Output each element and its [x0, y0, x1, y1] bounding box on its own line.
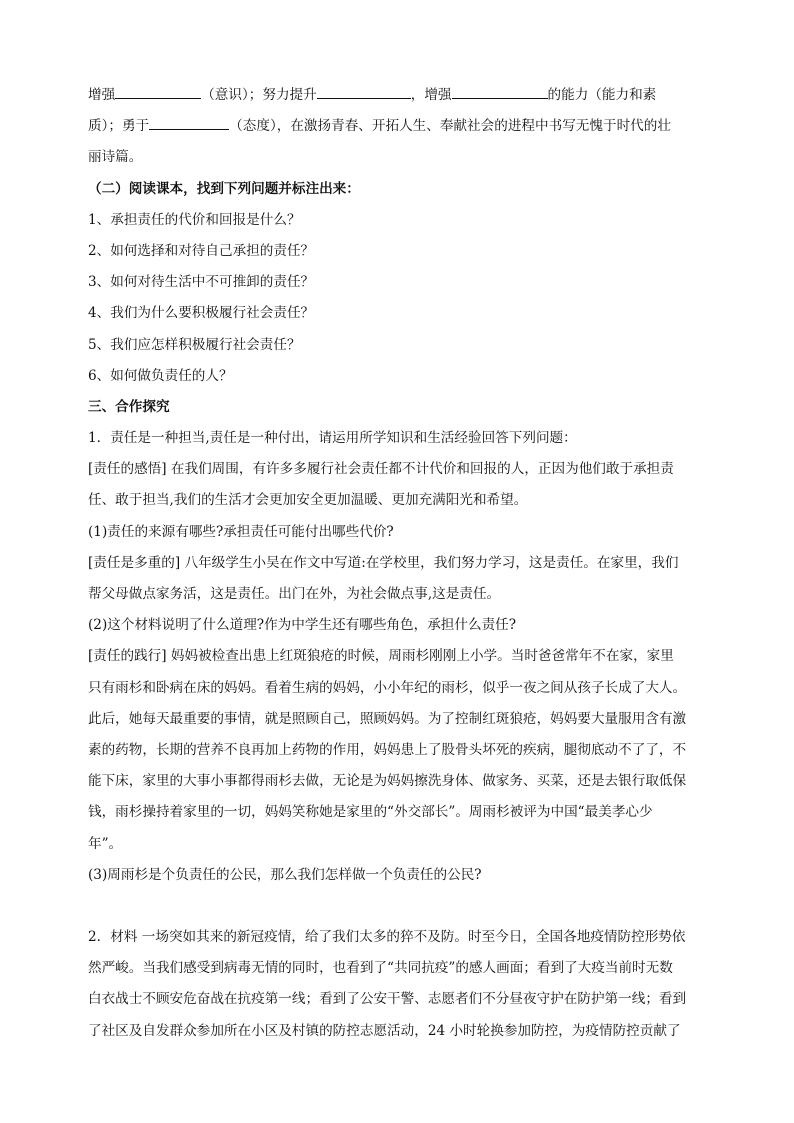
- section-heading-cooperation: 三、合作探究: [88, 398, 170, 415]
- paragraph-line: 只有雨杉和卧病在床的妈妈。看着生病的妈妈，小小年纪的雨杉，似乎一夜之间从孩子长成了大人。: [88, 679, 687, 696]
- paragraph-line: [责任的感悟] 在我们周围，有许多多履行社会责任都不计代价和回报的人，正因为他们敢于承担责: [88, 461, 674, 478]
- intro-line-1: [88, 80, 708, 111]
- question-item: 1、承担责任的代价和回报是什么？: [88, 211, 301, 228]
- section-heading-reading: （二）阅读课本，找到下列问题并标注出来：: [88, 180, 360, 197]
- question-item: 5、我们应怎样积极履行社会责任？: [88, 336, 301, 353]
- document-page: [88, 80, 708, 1047]
- intro-text: （态度），在激扬青春、开拓人生、奉献社会的进程中书写无愧于时代的壮: [229, 118, 671, 135]
- intro-text: 增强: [88, 87, 116, 103]
- intro-text: （意识）；努力提升: [201, 87, 317, 103]
- fill-blank: [149, 114, 229, 130]
- fill-blank: [115, 83, 201, 99]
- paragraph-line: [责任的践行] 妈妈被检查出患上红斑狼疮的时候，周雨杉刚刚上小学。当时爸爸常年不在家，家里: [88, 648, 674, 665]
- paragraph-line: 钱，雨杉操持着家里的一切，妈妈笑称她是家里的“外交部长”。周雨杉被评为中国“最美孝心少: [88, 804, 653, 821]
- paragraph-line: (1)责任的来源有哪些?承担责任可能付出哪些代价?: [88, 523, 394, 540]
- paragraph-line: 此后，她每天最重要的事情，就是照顾自己，照顾妈妈。为了控制红斑狼疮，妈妈要大量服用含有激: [88, 710, 687, 727]
- fill-blank: [452, 83, 548, 99]
- paragraph-line: (3)周雨杉是个负责任的公民，那么我们怎样做一个负责任的公民?: [88, 866, 482, 883]
- paragraph-line: 了社区及自发群众参加所在小区及村镇的防控志愿活动，24 小时轮换参加防控，为疫情防控贡献了: [88, 1022, 681, 1039]
- paragraph-line: (2)这个材料说明了什么道理?作为中学生还有哪些角色，承担什么责任?: [88, 617, 517, 634]
- paragraph-line: 2．材料 一场突如其来的新冠疫情，给了我们太多的猝不及防。时至今日，全国各地疫情防控形势依: [88, 929, 686, 946]
- paragraph-line: 帮父母做点家务活，这是责任。出门在外，为社会做点事,这是责任。: [88, 586, 501, 602]
- paragraph-line: 1．责任是一种担当,责任是一种付出，请运用所学知识和生活经验回答下列问题：: [88, 430, 577, 447]
- paragraph-line: 能下床，家里的大事小事都得雨杉去做，无论是为妈妈擦洗身体、做家务、买菜，还是去银行取低保: [88, 773, 687, 790]
- intro-text: 的能力（能力和素: [547, 87, 657, 103]
- paragraph-line: 然严峻。当我们感受到病毒无情的同时，也看到了“共同抗疫”的感人画面；看到了大疫当前时无数: [88, 960, 673, 977]
- intro-line-2: [88, 111, 708, 142]
- intro-text: ，增强: [410, 87, 452, 103]
- question-item: 6、如何做负责任的人？: [88, 367, 233, 384]
- paragraph-line: 任、敢于担当,我们的生活才会更加安全更加温暖、更加充满阳光和希望。: [88, 492, 528, 509]
- question-item: 3、如何对待生活中不可推卸的责任？: [88, 274, 315, 291]
- paragraph-line: 素的药物，长期的营养不良再加上药物的作用，妈妈患上了股骨头坏死的疾病，腿彻底动不了了，不: [88, 741, 687, 758]
- fill-blank: [317, 83, 411, 99]
- blank-spacer: [88, 891, 708, 922]
- intro-text: 质）；勇于: [88, 118, 150, 135]
- question-item: 4、我们为什么要积极履行社会责任？: [88, 305, 315, 322]
- paragraph-line: [责任是多重的] 八年级学生小吴在作文中写道:在学校里，我们努力学习，这是责任。在家里，我们: [88, 554, 679, 571]
- intro-line-3: 丽诗篇。: [88, 149, 143, 166]
- question-item: 2、如何选择和对待自己承担的责任？: [88, 242, 315, 259]
- paragraph-line: 白衣战士不顾安危奋战在抗疫第一线；看到了公安干警、志愿者们不分昼夜守护在防护第一线；看到: [88, 991, 687, 1008]
- paragraph-line: 年”。: [88, 835, 123, 852]
